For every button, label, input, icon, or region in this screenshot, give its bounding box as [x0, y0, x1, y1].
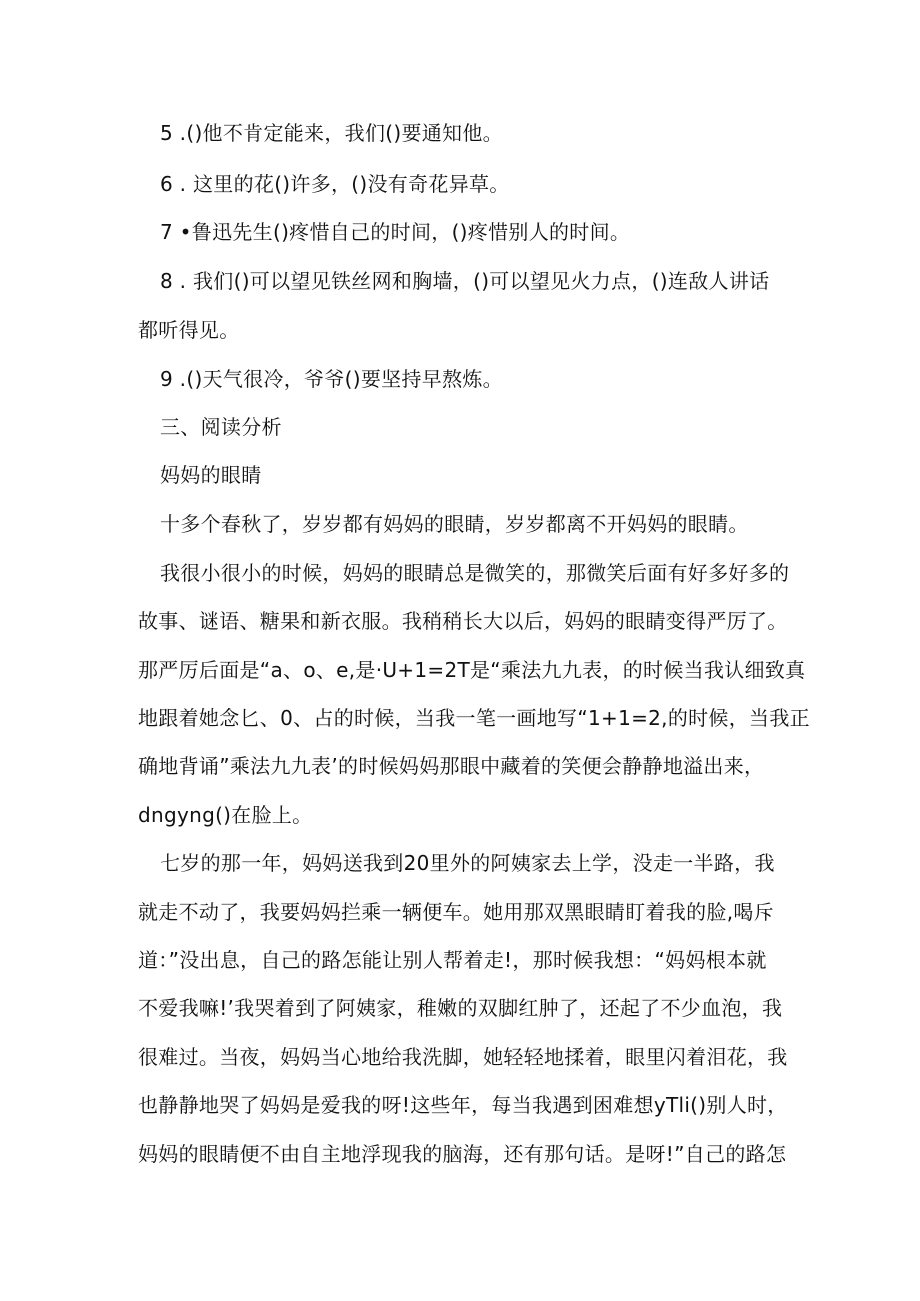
paragraph-3-line: 妈妈的眼睛便不由自主地浮现我的脑海，还有那句话。是呀!”自己的路怎 — [138, 1142, 787, 1166]
paragraph-2-line: 我很小很小的时候，妈妈的眼睛总是微笑的，那微笑后面有好多好多的 — [160, 561, 790, 585]
article-title: 妈妈的眼睛 — [160, 463, 262, 487]
paragraph-1-line: 十多个春秋了，岁岁都有妈妈的眼睛，岁岁都离不开妈妈的眼睛。 — [160, 512, 749, 536]
paragraph-3-line: 不爱我嘛!’我哭着到了阿姨家，稚嫩的双脚红肿了，还起了不少血泡，我 — [138, 996, 783, 1020]
question-6: 6 . 这里的花()许多，()没有奇花异草。 — [160, 172, 510, 196]
section-title: 三、阅读分析 — [160, 415, 282, 439]
paragraph-2-line: dngyng()在脸上。 — [138, 803, 313, 827]
question-7: 7 •鲁迅先生()疼惜自己的时间，()疼惜别人的时间。 — [160, 220, 631, 244]
paragraph-2-line: 地跟着她念匕、0、占的时候，当我一笔一画地写“1+1=2,的时候，当我正 — [138, 706, 810, 730]
paragraph-3-line: 就走不动了，我要妈妈拦乘一辆便车。她用那双黑眼睛盯着我的脸,喝斥 — [138, 900, 774, 924]
question-8: 8 . 我们()可以望见铁丝网和胸墙，()可以望见火力点，()连敌人讲话 — [160, 269, 770, 293]
paragraph-3-line: 很难过。当夜，妈妈当心地给我洗脚，她轻轻地揉着，眼里闪着泪花，我 — [138, 1045, 788, 1069]
paragraph-2-line: 故事、谜语、糖果和新衣服。我稍稍长大以后，妈妈的眼睛变得严厉了。 — [138, 609, 788, 633]
question-5: 5 .()他不肯定能来，我们()要通知他。 — [160, 121, 503, 145]
paragraph-3-line: 七岁的那一年，妈妈送我到20里外的阿姨家去上学，没走一半路，我 — [160, 851, 775, 875]
paragraph-2-line: 那严厉后面是“a、o、e,是·U+1=2T是“乘法九九表，的时候当我认细致真 — [138, 658, 806, 682]
paragraph-3-line: 道：”没出息，自己的路怎能让别人帮着走!，那时候我想：“妈妈根本就 — [138, 948, 767, 972]
paragraph-2-line: 确地背诵”乘法九九表’的时候妈妈那眼中藏着的笑便会静静地溢出来， — [138, 754, 765, 778]
question-8-continued: 都听得见。 — [138, 318, 240, 342]
question-9: 9 .()天气很冷，爷爷()要坚持早熬炼。 — [160, 367, 503, 391]
paragraph-3-line: 也静静地哭了妈妈是爱我的呀!这些年，每当我遇到困难想yTli()别人时， — [138, 1093, 788, 1117]
